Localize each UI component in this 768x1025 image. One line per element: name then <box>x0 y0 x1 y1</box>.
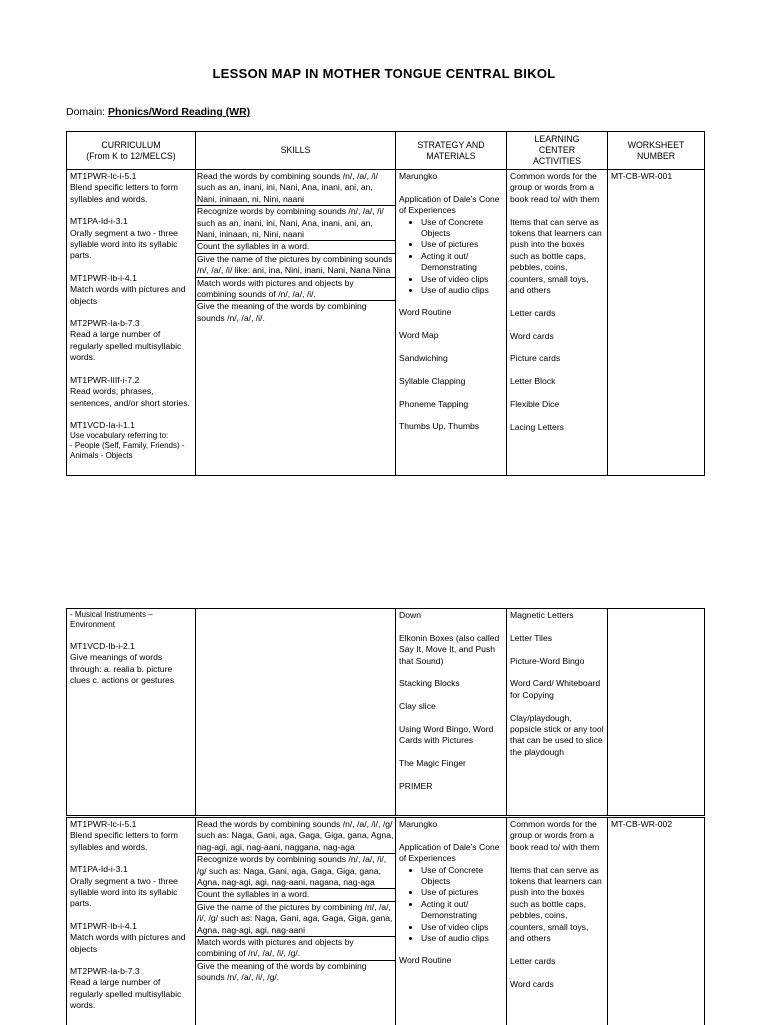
skill-item: Recognize words by combining sounds /n/, /a/, /i/, /g/ such as: Naga, Gani, aga, Gaga, Giga, gana, Agna, nag-agi, agi, nag-aani, nagana, nag-aga <box>196 854 395 889</box>
strategy-item: Marungko <box>399 819 438 829</box>
domain-value: Phonics/Word Reading (WR) <box>108 106 251 118</box>
header-row <box>67 132 705 170</box>
lesson-map-table-1 <box>66 131 705 476</box>
strategy-cell <box>396 170 507 476</box>
skill-item: Give the name of the pictures by combining sounds /n/, /a/, /i/ like: ani, ina, Nini, inani, Nani, Nana Nina <box>196 254 395 278</box>
curriculum-entry: MT1PA-Id-i-3.1 Orally segment a two - three syllable word into its syllabic parts. <box>70 216 178 261</box>
table-row <box>67 609 705 816</box>
skill-item: Give the name of the pictures by combining /n/, /a/, /i/, /g/ such as: Naga, Gani, aga, Gaga, Giga, gana, Agna, nag-agi, agi, nag-aani <box>196 902 395 937</box>
header-strategy-line2: MATERIALS <box>426 150 476 161</box>
strategy-item: Application of Dale's Cone of Experiences <box>399 193 500 216</box>
strategy-bullet-list <box>399 217 503 297</box>
learning-item: Letter Tiles <box>510 632 553 643</box>
strategy-item: Application of Dale's Cone of Experiences <box>399 841 500 864</box>
header-worksheet <box>608 132 705 170</box>
learning-item: Picture-Word Bingo <box>510 655 585 666</box>
document-title: LESSON MAP IN MOTHER TONGUE CENTRAL BIKOL <box>212 66 556 81</box>
strategy-item: Marungko <box>399 171 438 181</box>
strategy-item: PRIMER <box>399 781 433 791</box>
learning-item: Letter cards <box>510 955 556 966</box>
strategy-item: Phoneme Tapping <box>399 398 469 409</box>
skill-item: Read the words by combining sounds /n/, /a/, /i/, /g/ such as: Naga, Gani, aga, Gaga, Giga, gana, Agna, nag-agi, agi, nag-aani, naggana, nag-aga <box>196 819 395 854</box>
learning-item: Word cards <box>510 978 554 989</box>
header-worksheet-line2: NUMBER <box>636 150 676 161</box>
skills-cell <box>196 170 396 476</box>
curriculum-note: Use vocabulary referring to: - People (Self, Family, Friends) - Animals - Objects <box>70 431 185 461</box>
worksheet-cell <box>608 609 705 816</box>
curriculum-entry: MT1PWR-Ib-i-4.1 Match words with pictures and objects <box>70 272 186 306</box>
domain-label: Domain: <box>66 106 106 118</box>
strategy-bullet: • Use of video clips <box>421 922 503 933</box>
lesson-map-table-3 <box>66 817 705 1025</box>
learning-item: Items that can serve as tokens that learners can push into the boxes such as bottle caps, pebbles, coins, counters, small toys, and others <box>510 864 602 944</box>
strategy-bullet: • Use of audio clips <box>421 285 503 296</box>
learning-item: Letter cards <box>510 307 556 318</box>
skill-item: Read the words by combining sounds /n/, /a/, /i/ such as an, inani, ini, Nani, Ana, inani, ani, an, Nani, ininaan, ni, Nini, naani <box>196 171 395 206</box>
learning-item: Word cards <box>510 330 554 341</box>
header-curriculum-line1: CURRICULUM <box>101 139 161 150</box>
strategy-bullet-list <box>399 865 503 945</box>
skill-item: Match words with pictures and objects by combining of /n/, /a/, /i/, /g/. <box>196 937 395 961</box>
learning-center-cell <box>507 170 608 476</box>
strategy-item: Word Routine <box>399 307 452 318</box>
learning-item: Letter Block <box>510 376 556 387</box>
learning-item: Common words for the group or words from a book read to/ with them <box>510 819 600 852</box>
strategy-bullet: • Use of Concrete Objects <box>421 865 503 888</box>
curriculum-entry: MT2PWR-Ia-b-7.3 Read a large number of regularly spelled multisyllabic words. <box>70 318 182 363</box>
strategy-item: Word Map <box>399 330 439 341</box>
strategy-item: Stacking Blocks <box>399 678 460 689</box>
curriculum-cell <box>67 818 196 1025</box>
curriculum-note: - Musical Instruments – Environment <box>70 610 153 629</box>
skill-item: Count the syllables in a word. <box>196 241 395 253</box>
skill-item: Give the meaning of the words by combining sounds /n/, /a/, /i/. <box>197 301 367 323</box>
header-learning-line2: CENTER <box>538 145 576 155</box>
header-skills: SKILLS <box>196 132 396 170</box>
skill-item: Recognize words by combining sounds /n/, /a/, /i/ such as an, inani, ini, Nani, Ana, inani, ani, an, Nani, ininaan, ni, Nini, naani <box>196 206 395 241</box>
learning-item: Picture cards <box>510 353 561 364</box>
header-learning-center <box>507 132 608 170</box>
learning-center-cell <box>507 609 608 816</box>
learning-center-cell <box>507 818 608 1025</box>
header-curriculum <box>67 132 196 170</box>
learning-item: Lacing Letters <box>510 421 564 432</box>
strategy-cell <box>396 609 507 816</box>
strategy-item: Clay slice <box>399 701 436 712</box>
strategy-item: Thumbs Up, Thumbs <box>399 421 480 432</box>
strategy-item: Using Word Bingo, Word Cards with Pictures <box>399 724 494 746</box>
header-curriculum-line2: (From K to 12/MELCS) <box>86 150 176 161</box>
header-worksheet-line1: WORKSHEET <box>627 139 685 150</box>
strategy-cell <box>396 818 507 1025</box>
worksheet-cell: MT-CB-WR-002 <box>608 818 705 1025</box>
strategy-bullet: • Use of audio clips <box>421 933 503 944</box>
skill-item: Give the meaning of the words by combining sounds /n/, /a/, /i/, /g/. <box>197 960 367 983</box>
worksheet-cell: MT-CB-WR-001 <box>608 170 705 476</box>
header-strategy <box>396 132 507 170</box>
curriculum-entry: MT2PWR-Ia-b-7.3 Read a large number of regularly spelled multisyllabic words. <box>70 966 182 1011</box>
domain-line <box>66 106 250 118</box>
curriculum-entry: MT1VCD-Ib-i-2.1 Give meanings of words through: a. realia b. picture clues c. actions or gestures <box>70 641 175 686</box>
strategy-bullet: • Use of pictures <box>421 887 503 898</box>
curriculum-entry: MT1VCD-Ia-i-1.1 <box>70 419 135 430</box>
table-row <box>67 170 705 476</box>
skill-item: Match words with pictures and objects by combining sounds of /n/, /a/, /i/. <box>196 278 395 302</box>
skills-cell <box>196 609 396 816</box>
strategy-item: The Magic Finger <box>399 758 466 769</box>
curriculum-entry: MT1PWR-IIIf-i-7.2 Read words, phrases, sentences, and/or short stories. <box>70 374 190 408</box>
table-row <box>67 818 705 1025</box>
curriculum-cell <box>67 170 196 476</box>
curriculum-entry: MT1PA-Id-i-3.1 Orally segment a two - three syllable word into its syllabic parts. <box>70 864 178 909</box>
strategy-item: Word Routine <box>399 955 452 966</box>
header-learning-line1: LEARNING <box>534 134 580 144</box>
learning-item: Magnetic Letters <box>510 610 574 620</box>
strategy-item: Down <box>399 610 421 620</box>
learning-item: Common words for the group or words from a book read to/ with them <box>510 171 600 204</box>
curriculum-cell <box>67 609 196 816</box>
strategy-item: Sandwiching <box>399 353 448 364</box>
header-learning-line3: ACTIVITIES <box>533 156 581 166</box>
learning-item: Word Card/ Whiteboard for Copying <box>510 678 601 700</box>
strategy-bullet: • Acting it out/ Demonstrating <box>421 251 503 274</box>
curriculum-entry: MT1PWR-Ic-i-5.1 Blend specific letters to form syllables and words. <box>70 171 178 204</box>
skill-item: Count the syllables in a word. <box>196 889 395 901</box>
strategy-bullet: • Use of video clips <box>421 274 503 285</box>
curriculum-entry: MT1PWR-Ib-i-4.1 Match words with pictures and objects <box>70 920 186 954</box>
curriculum-entry: MT1PWR-Ic-i-5.1 Blend specific letters to form syllables and words. <box>70 819 178 852</box>
learning-item: Items that can serve as tokens that learners can push into the boxes such as bottle caps, pebbles, coins, counters, small toys, and others <box>510 216 602 296</box>
learning-item: Flexible Dice <box>510 399 560 410</box>
learning-item: Clay/playdough, popsicle stick or any tool that can be used to slice the playdough <box>510 712 604 757</box>
strategy-bullet: • Acting it out/ Demonstrating <box>421 899 503 922</box>
strategy-bullet: • Use of pictures <box>421 239 503 250</box>
lesson-map-table-2 <box>66 608 705 816</box>
strategy-bullet: • Use of Concrete Objects <box>421 217 503 240</box>
strategy-item: Syllable Clapping <box>399 375 466 386</box>
header-strategy-line1: STRATEGY AND <box>417 139 485 150</box>
strategy-item: Elkonin Boxes (also called Say It, Move It, and Push that Sound) <box>399 632 500 666</box>
skills-cell <box>196 818 396 1025</box>
